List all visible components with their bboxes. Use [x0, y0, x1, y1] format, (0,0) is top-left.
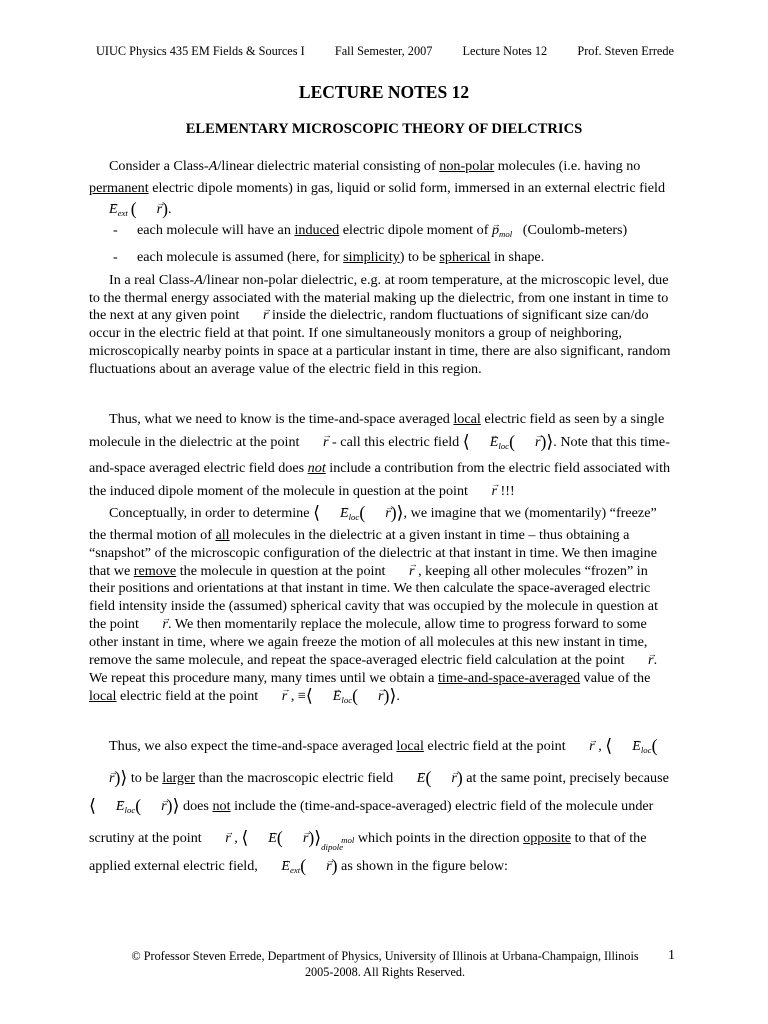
- bullet-list: [89, 219, 674, 269]
- symbol-e-mol-dipole: ⟨→ E(→ r)⟩ mol dipole: [241, 830, 354, 846]
- symbol-e-loc-avg: ⟨→ $E_{loc}(\to$ r)⟩: [313, 505, 403, 521]
- symbol-p-mol: → $p_{mol}$: [492, 222, 512, 238]
- page-subtitle: ELEMENTARY MICROSCOPIC THEORY OF DIELCTRICS: [185, 121, 583, 137]
- list-item: - each molecule is assumed (here, for simplicity) to be spherical in shape.: [113, 249, 545, 266]
- page-footer: [96, 948, 674, 980]
- header-course: UIUC Physics 435 EM Fields & Sources I: [96, 44, 305, 58]
- paragraph-3: Thus, what we need to know is the time-and-space averaged local electric field as seen by a single molecule in the dielectric at the point → r - call this electric field ⟨→ $E_{loc}(\to$ r)⟩. Note that this time-and-space averaged electric field does not include a contribution from the electric field associated with the induced dipole moment of the molecule in question at the point → r !!!: [89, 408, 674, 502]
- header-semester: Fall Semester, 2007: [334, 44, 433, 58]
- symbol-e-loc-avg: ⟨→ $E_{loc}(\to$ r)⟩: [463, 434, 553, 450]
- header-professor: Prof. Steven Errede: [577, 44, 674, 58]
- list-item: - each molecule will have an induced electric dipole moment of → $p_{mol}$ (Coulomb-meters): [89, 219, 674, 246]
- paragraph-1: Consider a Class-A/linear dielectric material consisting of non-polar molecules (i.e. having no permanent electric dipole moments) in gas, liquid or solid form, immersed in an external electric field → $E_{ext}$ (→ r).: [89, 156, 674, 225]
- running-header: [96, 44, 674, 59]
- symbol-e-ext: → $E_{ext}$: [89, 201, 128, 217]
- paragraph-2: In a real Class-A/linear non-polar dielectric, e.g. at room temperature, at the microscopic level, due to the thermal energy associated with the material making up the dielectric, from one instant in time to the next at any given point → r inside the dielectric, random fluctuations of significant size can/do occur in the electric field at that point. If one simultaneously monitors a group of neighboring, microscopically nearby points in space at a particular instant in time, there are also significant, random fluctuations about an average value of the electric field in this region.: [89, 272, 674, 378]
- footer-years: 2005-2008. All Rights Reserved.: [304, 965, 466, 979]
- page-title: LECTURE NOTES 12: [298, 82, 470, 102]
- header-lecture-notes: Lecture Notes 12: [462, 44, 548, 58]
- paragraph-5: Thus, we also expect the time-and-space averaged local electric field at the point → r , ⟨→ $E_{loc}(\to$ r)⟩ to be larger than the macroscopic electric field → E(→ r) at the same point, precisely because ⟨→ $E_{loc}(\to$ r)⟩ does not include the (time-and-space-averaged) electric field of the molecule under scrutiny at the point → r , ⟨→ E(→ r)⟩ mol dipole which points in the direction opposite to that of the applied external electric field, → $E_{ext}(\to r)$ as shown in the figure below:: [89, 732, 674, 884]
- footer-copyright: © Professor Steven Errede, Department of Physics, University of Illinois at Urbana-Champaign, Illinois: [131, 949, 639, 963]
- paragraph-4: Conceptually, in order to determine ⟨→ $E_{loc}(\to$ r)⟩, we imagine that we (momentarily) “freeze” the thermal motion of all molecules in the dielectric at a given instant in time – thus obtaining a “snapshot” of the microscopic configuration of the dielectric at that instant in time. We then imagine that we remove the molecule in question at the point → r , keeping all other molecules “frozen” in their positions and orientations at that instant in time. We then calculate the space-averaged electric field intensity inside the (assumed) spherical cavity that was occupied by the molecule in question at the point → r. We then momentarily replace the molecule, allow time to progress forward to some other instant in time, where we again freeze the motion of all molecules at this new instant in time, remove the same molecule, and repeat the space-averaged electric field calculation at the point → r. We repeat this procedure many, many times until we obtain a time-and-space-averaged value of the local electric field at the point → r , ≡⟨→ $E_{loc}(\to$ r)⟩.: [89, 505, 674, 709]
- page-number: 1: [668, 948, 675, 963]
